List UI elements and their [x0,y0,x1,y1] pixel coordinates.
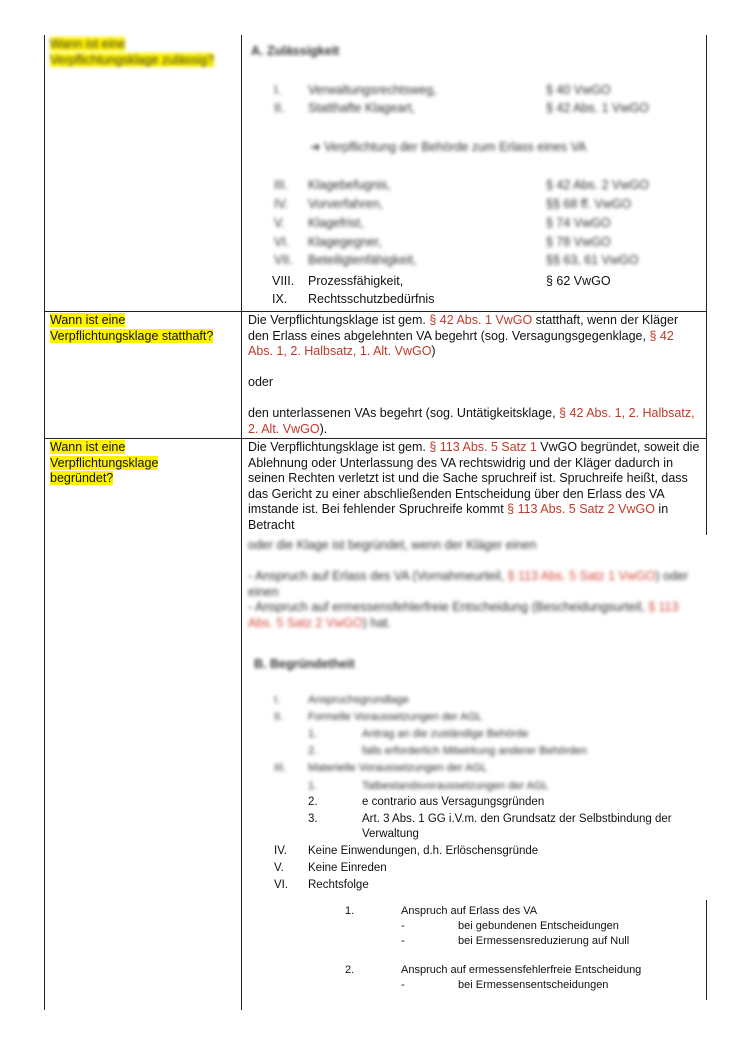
list-item-2-label: e contrario aus Versagungsgründen [362,796,545,808]
statthaft-paragraph-1: Die Verpflichtungsklage ist gem. § 42 Abs. 1 VwGO statthaft, wenn der Kläger den Erlass eines abgelehnten VA begehrt (sog. Versagungsgegenklage, § 42 Abs. 1, 2. Halbsatz, 1. Alt. VwGO) [248,313,679,358]
rf1-num: 1. [345,905,355,917]
list-item-2-num: 2. [308,796,318,808]
list-item-viii-num: VIII. [272,274,295,288]
list-item-3-label: Art. 3 Abs. 1 GG i.V.m. den Grundsatz der Selbstbindung der Verwaltung [362,813,672,840]
statthaft-paragraph-2: den unterlassenen VAs begehrt (sog. Untätigkeitsklage, § 42 Abs. 1, 2. Halbsatz, 2. Alt. VwGO). [248,406,695,436]
rf1-sub-1: bei gebundenen Entscheidungen [458,920,619,932]
list-item-viii-label: Prozessfähigkeit, [308,274,404,288]
question-statthaft: Wann ist eine Verpflichtungsklage statthaft? [50,313,214,343]
begruendet-paragraph: Die Verpflichtungsklage ist gem. § 113 Abs. 5 Satz 1 VwGO begründet, soweit die Ablehnung oder Unterlassung des VA rechtswidrig und der Kläger dadurch in seinen Rechten verletzt ist und die Sache spruchreif ist. Spruchreife heißt, dass das Gericht zu einer abschließenden Entscheidung über den Erlass des VA imstande ist. Bei fehlender Spruchreife kommt § 113 Abs. 5 Satz 2 VwGO in Betracht [248,440,700,532]
table-right-border-bottom [706,900,707,1000]
list-item-iv-label: Keine Einwendungen, d.h. Erlöschensgründe [308,845,539,857]
list-item-vi-label: Rechtsfolge [308,879,369,891]
rf1-dash-2: - [401,935,405,947]
table-right-border-top [706,35,707,535]
list-item: § 42 Abs. 1 VwGO [546,101,649,115]
rf2-dash-1: - [401,979,405,991]
list-item: I. [274,83,281,97]
blurred-line: - Anspruch auf Erlass des VA (Vornahmeurteil, § 113 Abs. 5 Satz 1 VwGO) oder einen [248,569,689,599]
question-begruendet: Wann ist eine Verpflichtungsklage begründet? [50,440,159,485]
rf1-sub-2: bei Ermessensreduzierung auf Null [458,935,630,947]
question-zulaessig: Wann ist eine Verpflichtungsklage zulässig? [50,37,214,67]
rf2-num: 2. [345,964,355,976]
list-item-v-label: Keine Einreden [308,862,387,874]
list-item: Statthafte Klageart, [308,101,416,115]
list-item-3-num: 3. [308,813,318,825]
rf1-dash-1: - [401,920,405,932]
rf1-label: Anspruch auf Erlass des VA [401,905,538,917]
rf2-sub-1: bei Ermessensentscheidungen [458,979,609,991]
list-item-v-num: V. [274,862,284,874]
list-item-viii-ref: § 62 VwGO [546,274,611,288]
list-item-ix-label: Rechtsschutzbedürfnis [308,292,435,306]
list-item-iv-num: IV. [274,845,288,857]
statthaft-oder: oder [248,375,274,389]
list-item: II. [274,101,285,115]
blurred-line: - Anspruch auf ermessensfehlerfreie Entscheidung (Bescheidungsurteil, § 113 Abs. 5 Satz 2 VwGO) hat. [248,600,679,630]
row-separator-2 [44,438,707,439]
list-item: Verwaltungsrechtsweg, [308,83,437,97]
rf2-label: Anspruch auf ermessensfehlerfreie Entscheidung [401,964,642,976]
list-item: § 40 VwGO [546,83,611,97]
arrow-right-icon: ➜ [310,140,321,154]
section-b-heading: B. Begründetheit [254,657,355,671]
blurred-line: oder die Klage ist begründet, wenn der Kläger einen [248,538,537,552]
list-item-vi-num: VI. [274,879,289,891]
row-separator-1 [44,311,707,312]
table-column-divider [241,35,242,1010]
table-left-border [44,35,45,1010]
list-item-ix-num: IX. [272,292,288,306]
arrow-note: ➜ Verpflichtung der Behörde zum Erlass eines VA [310,140,587,154]
section-a-heading: A. Zulässigkeit [251,44,340,58]
